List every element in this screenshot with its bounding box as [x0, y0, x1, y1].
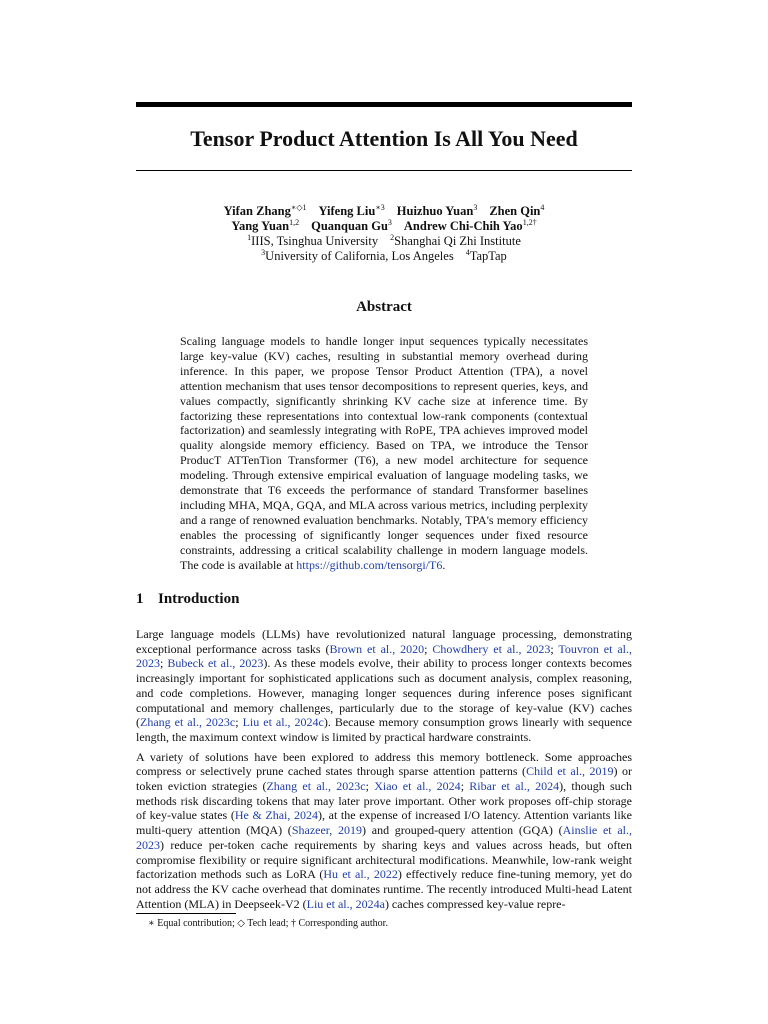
affiliation: $^1$IIIS, Tsinghua University [247, 233, 379, 248]
author-name: Yang Yuan$^{1,2}$ [231, 218, 300, 233]
introduction-body [136, 627, 632, 916]
citation-link[interactable]: Child et al., 2019 [526, 764, 614, 779]
author-name: Yifan Zhang$^{∗◇1}$ [223, 203, 307, 218]
title-top-rule [136, 102, 632, 107]
author-block [136, 204, 632, 264]
author-name: Andrew Chi-Chih Yao$^{1,2\dagger}$ [403, 218, 537, 233]
intro-paragraph-2: A variety of solutions have been explored to address this memory bottleneck. Some approaches compress or selectively prune cached states through sparse attention patterns (Child et al., 2019) or token eviction strategies (Zhang et al., 2023c; Xiao et al., 2024; Ribar et al., 2024), though such methods risk discarding tokens that may later prove important. Other work proposes off-chip storage of key-value states (He & Zhai, 2024), at the expense of increased I/O latency. Attention variants like multi-query attention (MQA) (Shazeer, 2019) and grouped-query attention (GQA) (Ainslie et al., 2023) reduce per-token cache requirements by sharing keys and values across heads, but often compromise flexibility or require significant architectural modifications. Meanwhile, low-rank weight factorization methods such as LoRA (Hu et al., 2022) effectively reduce fine-tuning memory, yet do not address the KV cache overhead that dominates runtime. The recently introduced Multi-head Latent Attention (MLA) in Deepseek-V2 (Liu et al., 2024a) caches compressed key-value repre- [136, 749, 633, 911]
author-affiliation-mark: 4 [540, 203, 545, 212]
affiliation: $^4$TapTap [465, 248, 507, 263]
citation-link[interactable]: Bubeck et al., 2023 [167, 656, 264, 671]
author-name: Quanquan Gu$^3$ [311, 218, 392, 233]
author-affiliation-mark: ∗◇1 [290, 203, 307, 212]
citation-link[interactable]: Ribar et al., 2024 [469, 779, 560, 794]
author-affiliation-mark: 3 [387, 218, 392, 227]
citation-link[interactable]: Ainslie et al., 2023 [136, 823, 633, 852]
author-affiliation-mark: 1,2† [522, 218, 537, 227]
citation-link[interactable]: He & Zhai, 2024 [234, 808, 319, 823]
citation-link[interactable]: Hu et al., 2022 [323, 867, 398, 882]
citation-link[interactable]: Chowdhery et al., 2023 [432, 641, 551, 656]
affiliation-line-1 [136, 234, 632, 249]
footnote-rule [136, 913, 236, 914]
code-link[interactable]: https://github.com/tensorgi/T6 [296, 557, 443, 572]
affiliation-number: 2 [390, 233, 395, 242]
section-number: 1 [136, 591, 144, 607]
affiliation: $^2$Shanghai Qi Zhi Institute [390, 233, 521, 248]
citation-link[interactable]: Zhang et al., 2023c [140, 715, 236, 730]
section-title: Introduction [158, 591, 240, 607]
author-affiliation-mark: 3 [473, 203, 478, 212]
author-name: Zhen Qin$^4$ [489, 203, 545, 218]
abstract-text: Scaling language models to handle longer input sequences typically necessitates large key-value (KV) caches, resulting in substantial memory overhead during inference. In this paper, we propose Tensor Product Attention (TPA), a novel attention mechanism that uses tensor decompositions to represent queries, keys, and values compactly, significantly shrinking KV cache size at inference time. By factorizing these representations into contextual low-rank components (contextual factorization) and seamlessly integrating with RoPE, TPA achieves improved model quality alongside memory efficiency. Based on TPA, we introduce the Tensor ProducT ATTenTion Transformer (T6), a new model architecture for sequence modeling. Through extensive empirical evaluation of language modeling tasks, we demonstrate that T6 exceeds the performance of standard Transformer baselines including MHA, MQA, GQA, and MLA across various metrics, including perplexity and a range of renowned evaluation benchmarks. Notably, TPA's memory efficiency enables the processing of significantly longer sequences under fixed resource constraints, addressing a critical scalability challenge in modern language models. The code is available at [180, 334, 588, 572]
citation-link[interactable]: Liu et al., 2024a [306, 896, 385, 911]
intro-paragraph-1: Large language models (LLMs) have revolutionized natural language processing, demonstrating exceptional performance across tasks (Brown et al., 2020; Chowdhery et al., 2023; Touvron et al., 2023; Bubeck et al., 2023). As these models evolve, their ability to process longer contexts becomes increasingly important for sophisticated applications such as document analysis, complex reasoning, and code completions. However, managing longer sequences during inference poses significant computational and memory challenges, particularly due to the storage of key-value (KV) caches (Zhang et al., 2023c; Liu et al., 2024c). Because memory consumption grows linearly with sequence length, the maximum context window is limited by practical hardware constraints. [136, 627, 633, 744]
section-heading [136, 591, 632, 608]
citation-link[interactable]: Brown et al., 2020 [329, 641, 425, 656]
citation-link[interactable]: Shazeer, 2019 [291, 823, 363, 838]
affiliation-line-2 [136, 249, 632, 264]
citation-link[interactable]: Touvron et al., 2023 [136, 641, 633, 671]
author-line-1 [136, 204, 632, 219]
author-name: Yifeng Liu$^{∗3}$ [318, 203, 385, 218]
affiliation-number: 4 [465, 248, 470, 257]
affiliation-number: 3 [261, 248, 266, 257]
author-affiliation-mark: 1,2 [289, 218, 300, 227]
citation-link[interactable]: Liu et al., 2024c [242, 715, 324, 730]
citation-link[interactable]: Xiao et al., 2024 [374, 779, 461, 794]
abstract-heading: Abstract [356, 299, 412, 315]
footnote: ∗ Equal contribution; ◇ Tech lead; † Corresponding author. [148, 918, 388, 929]
affiliation: $^3$University of California, Los Angeles [261, 248, 454, 263]
affiliation-number: 1 [247, 233, 252, 242]
abstract-end: . [442, 557, 446, 572]
author-affiliation-mark: ∗3 [375, 203, 385, 212]
citation-link[interactable]: Zhang et al., 2023c [266, 779, 366, 794]
title-bottom-rule [136, 170, 632, 171]
paper-title: Tensor Product Attention Is All You Need [190, 126, 578, 151]
abstract-body [180, 334, 588, 573]
author-name: Huizhuo Yuan$^3$ [396, 203, 478, 218]
author-line-2 [136, 219, 632, 234]
